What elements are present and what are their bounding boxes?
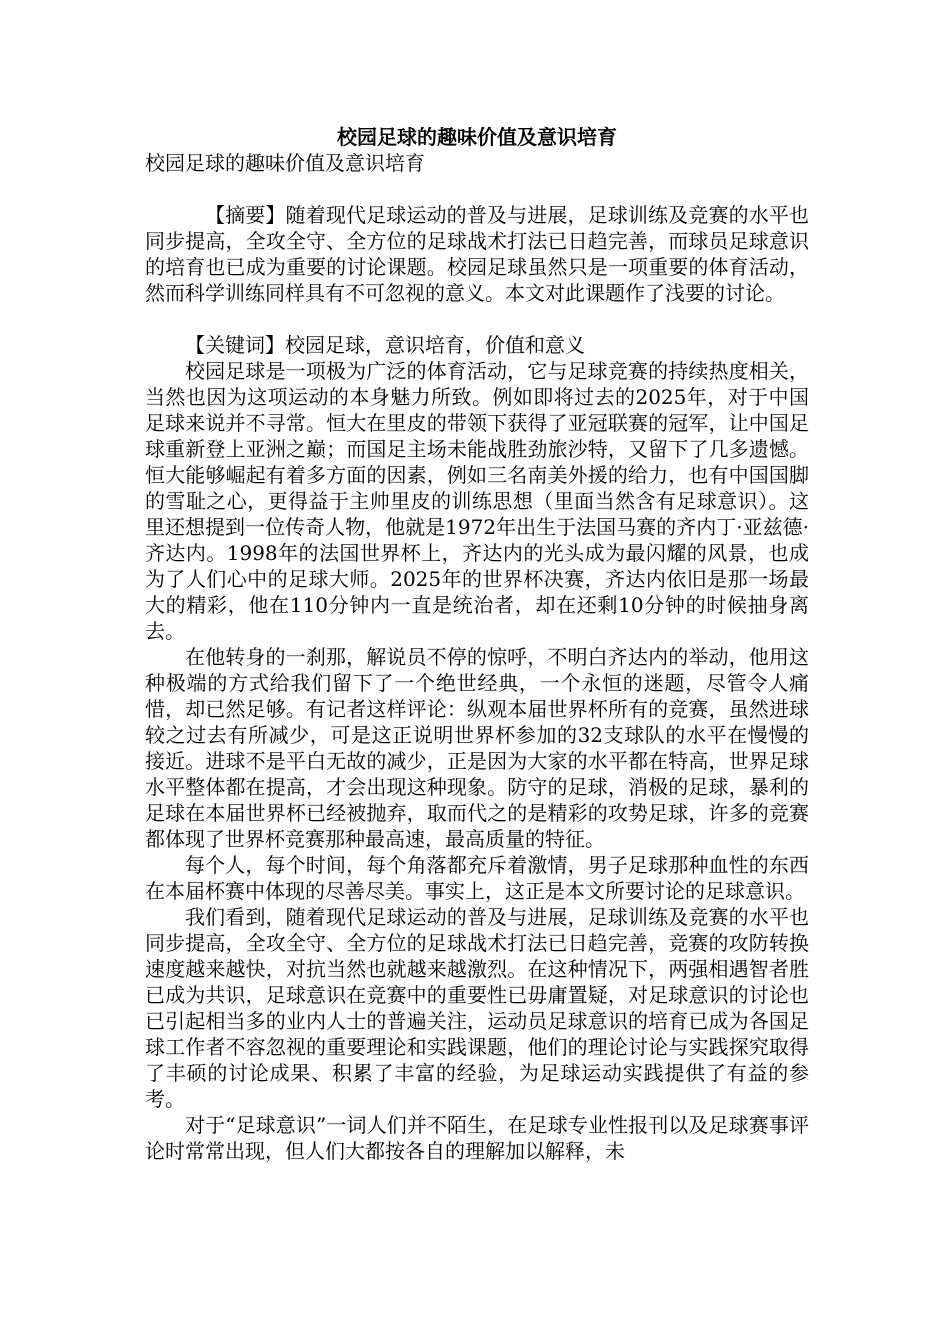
body-paragraph: 对于“足球意识”一词人们并不陌生，在足球专业性报刊以及足球赛事评论时常常出现，但人们大都按各自的理解加以解释，未 [145, 1113, 809, 1163]
document-title: 校园足球的趣味价值及意识培育 [337, 125, 617, 149]
document-page [145, 124, 809, 1164]
abstract-paragraph: 【摘要】随着现代足球运动的普及与进展，足球训练及竞赛的水平也同步提高，全攻全守、全方位的足球战术打法已日趋完善，而球员足球意识的培育也已成为重要的讨论课题。校园足球虽然只是一项重要的体育活动，然而科学训练同样具有不可忽视的意义。本文对此课题作了浅要的讨论。 [145, 203, 809, 305]
body-paragraph: 每个人，每个时间，每个角落都充斥着激情，男子足球那种血性的东西在本届杯赛中体现的尽善尽美。事实上，这正是本文所要讨论的足球意识。 [145, 853, 809, 903]
body-paragraph: 在他转身的一刹那，解说员不停的惊呼，不明白齐达内的举动，他用这种极端的方式给我们留下了一个绝世经典，一个永恒的迷题，尽管令人痛惜，却已然足够。有记者这样评论：纵观本届世界杯所有的竞赛，虽然进球较之过去有所减少，可是这正说明世界杯参加的32支球队的水平在慢慢的接近。进球不是平白无故的减少，正是因为大家的水平都在特高，世界足球水平整体都在提高，才会出现这种现象。防守的足球，消极的足球，暴利的足球在本届世界杯已经被抛弃，取而代之的是精彩的攻势足球，许多的竞赛都体现了世界杯竞赛那种最高速，最高质量的特征。 [145, 645, 809, 851]
body-paragraph: 我们看到，随着现代足球运动的普及与进展，足球训练及竞赛的水平也同步提高，全攻全守、全方位的足球战术打法已日趋完善，竞赛的攻防转换速度越来越快，对抗当然也就越来越激烈。在这种情况下，两强相遇智者胜已成为共识，足球意识在竞赛中的重要性已毋庸置疑，对足球意识的讨论也已引起相当多的业内人士的普遍关注，运动员足球意识的培育已成为各国足球工作者不容忽视的重要理论和实践课题，他们的理论讨论与实践探究取得了丰硕的讨论成果、积累了丰富的经验，为足球运动实践提供了有益的参考。 [145, 905, 809, 1111]
document-subtitle: 校园足球的趣味价值及意识培育 [145, 151, 425, 175]
keywords-line: 【关键词】校园足球，意识培育，价值和意义 [185, 333, 585, 357]
body-paragraph: 校园足球是一项极为广泛的体育活动，它与足球竞赛的持续热度相关，当然也因为这项运动的本身魅力所致。例如即将过去的2025年，对于中国足球来说并不寻常。恒大在里皮的带领下获得了亚冠联赛的冠军，让中国足球重新登上亚洲之巅；而国足主场未能战胜劲旅沙特，又留下了几多遗憾。恒大能够崛起有着多方面的因素，例如三名南美外援的给力，也有中国国脚的雪耻之心，更得益于主帅里皮的训练思想（里面当然含有足球意识）。这里还想提到一位传奇人物，他就是1972年出生于法国马赛的齐内丁·亚兹德·齐达内。1998年的法国世界杯上，齐达内的光头成为最闪耀的风景，也成为了人们心中的足球大师。2025年的世界杯决赛，齐达内依旧是那一场最大的精彩，他在110分钟内一直是统治者，却在还剩10分钟的时候抽身离去。 [145, 359, 809, 643]
